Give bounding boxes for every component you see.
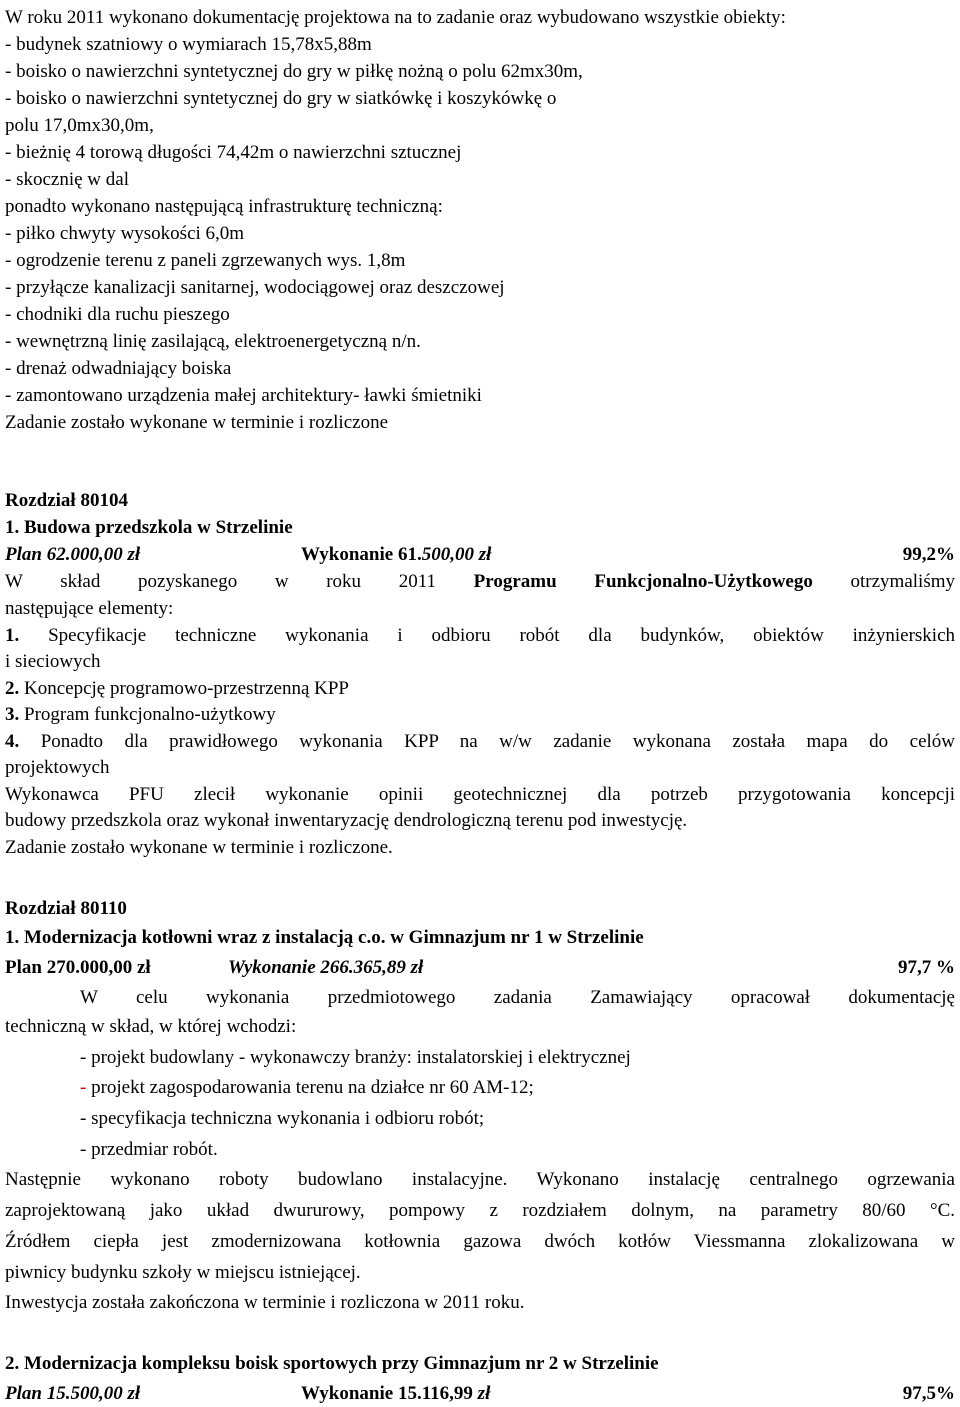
task-title: 2. Modernizacja kompleksu boisk sportowych przy Gimnazjum nr 2 w Strzelinie [5, 1353, 659, 1374]
item-number: 4. [5, 731, 20, 752]
intro-line: W roku 2011 wykonano dokumentację projektowa na to zadanie oraz wybudowano wszystkie obiekty: [5, 7, 786, 28]
item-text: Ponadto dla prawidłowego wykonania KPP na w/w zadanie wykonana została mapa do celów [19, 731, 955, 752]
item-number: 3. [5, 704, 20, 725]
plan-amount: Plan 270.000,00 zł [5, 957, 151, 978]
list-item: - boisko o nawierzchni syntetycznej do gry w siatkówkę i koszykówkę o [5, 88, 557, 109]
plan-amount: Plan 15.500,00 zł [5, 1383, 141, 1404]
item-number: 1. [5, 625, 20, 646]
item-number: 2. [5, 678, 20, 699]
execution-unit: zł [477, 1383, 491, 1404]
task-title: 1. Budowa przedszkola w Strzelinie [5, 517, 293, 538]
item-text: Koncepcję programowo-przestrzenną KPP [19, 678, 349, 699]
plan-amount: Plan 62.000,00 zł [5, 544, 141, 565]
execution-percent: 97,5% [902, 1383, 955, 1404]
item-text: Program funkcjonalno-użytkowy [19, 704, 276, 725]
text-span: W skład pozyskanego w roku 2011 [5, 571, 474, 592]
list-item: - chodniki dla ruchu pieszego [5, 304, 230, 325]
execution-percent: 99,2% [902, 544, 955, 565]
execution-amount [301, 545, 491, 564]
list-item: - budynek szatniowy o wymiarach 15,78x5,88m [5, 34, 372, 55]
section-heading: Rozdział 80104 [5, 490, 128, 511]
task-title: 1. Modernizacja kotłowni wraz z instalacją c.o. w Gimnazjum nr 1 w Strzelinie [5, 927, 644, 948]
list-item: - przyłącze kanalizacji sanitarnej, wodociągowej oraz deszczowej [5, 277, 505, 298]
list-item-text: - projekt zagospodarowania terenu na działce nr 60 AM-12; [80, 1077, 534, 1098]
paragraph-line: Inwestycja została zakończona w terminie i rozliczona w 2011 roku. [5, 1292, 525, 1313]
execution-percent: 97,7 % [898, 957, 955, 978]
list-item: - wewnętrzną linię zasilającą, elektroenergetyczną n/n. [5, 331, 421, 352]
paragraph-line: następujące elementy: [5, 598, 174, 619]
paragraph-line [5, 572, 955, 591]
list-item: - przedmiar robót. [80, 1139, 218, 1160]
text-span: otrzymaliśmy [812, 571, 955, 592]
item-text: Specyfikacje techniczne wykonania i odbioru robót dla budynków, obiektów inżynierskich [19, 625, 955, 646]
item-continuation: i sieciowych [5, 651, 101, 672]
paragraph-line: Następnie wykonano roboty budowlano instalacyjne. Wykonano instalację centralnego ogrzewania [5, 1169, 955, 1190]
execution-amount: Wykonanie 266.365,89 zł [228, 957, 424, 978]
paragraph-line: piwnicy budynku szkoły w miejscu istniejącej. [5, 1262, 361, 1283]
paragraph-line: Wykonawca PFU zlecił wykonanie opinii geotechnicznej dla potrzeb przygotowania koncepcji [5, 784, 955, 805]
paragraph-line: zaprojektowaną jako układ dwururowy, pompowy z rozdziałem dolnym, na parametry 80/60 °C. [5, 1200, 955, 1221]
paragraph-line: Źródłem ciepła jest zmodernizowana kotłownia gazowa dwóch kotłów Viessmanna zlokalizowana w [5, 1231, 955, 1252]
execution-label: Wykonanie 15.116,99 [301, 1383, 478, 1404]
list-item: polu 17,0mx30,0m, [5, 115, 154, 136]
paragraph-line: budowy przedszkola oraz wykonał inwentaryzację dendrologiczną terenu pod inwestycję. [5, 810, 688, 831]
closing-line: Zadanie zostało wykonane w terminie i rozliczone [5, 412, 389, 433]
red-dash: - [80, 1077, 87, 1098]
execution-amount [301, 1384, 490, 1403]
item-continuation: projektowych [5, 757, 110, 778]
list-item: - skocznię w dal [5, 169, 129, 190]
execution-label: Wykonanie 61. [301, 544, 422, 565]
list-item: - specyfikacja techniczna wykonania i odbioru robót; [80, 1108, 485, 1129]
paragraph-line: W celu wykonania przedmiotowego zadania Zamawiający opracował dokumentację [80, 987, 955, 1008]
numbered-item [5, 626, 955, 645]
execution-value: 500,00 zł [421, 544, 492, 565]
closing-line: Zadanie zostało wykonane w terminie i rozliczone. [5, 837, 393, 858]
numbered-item [5, 705, 276, 724]
list-item: - projekt budowlany - wykonawczy branży: instalatorskiej i elektrycznej [80, 1047, 631, 1068]
numbered-item [5, 679, 349, 698]
list-item: - ogrodzenie terenu z paneli zgrzewanych wys. 1,8m [5, 250, 406, 271]
section-heading: Rozdział 80110 [5, 898, 127, 919]
list-item [80, 1078, 534, 1097]
list-item: ponadto wykonano następującą infrastrukturę techniczną: [5, 196, 443, 217]
list-item: - piłko chwyty wysokości 6,0m [5, 223, 245, 244]
list-item: - zamontowano urządzenia małej architektury- ławki śmietniki [5, 385, 482, 406]
list-item: - boisko o nawierzchni syntetycznej do gry w piłkę nożną o polu 62mx30m, [5, 61, 583, 82]
program-name: Programu Funkcjonalno-Użytkowego [473, 571, 813, 592]
paragraph-line: techniczną w skład, w której wchodzi: [5, 1016, 297, 1037]
list-item: - drenaż odwadniający boiska [5, 358, 232, 379]
numbered-item [5, 732, 955, 751]
list-item: - bieżnię 4 torową długości 74,42m o nawierzchni sztucznej [5, 142, 462, 163]
